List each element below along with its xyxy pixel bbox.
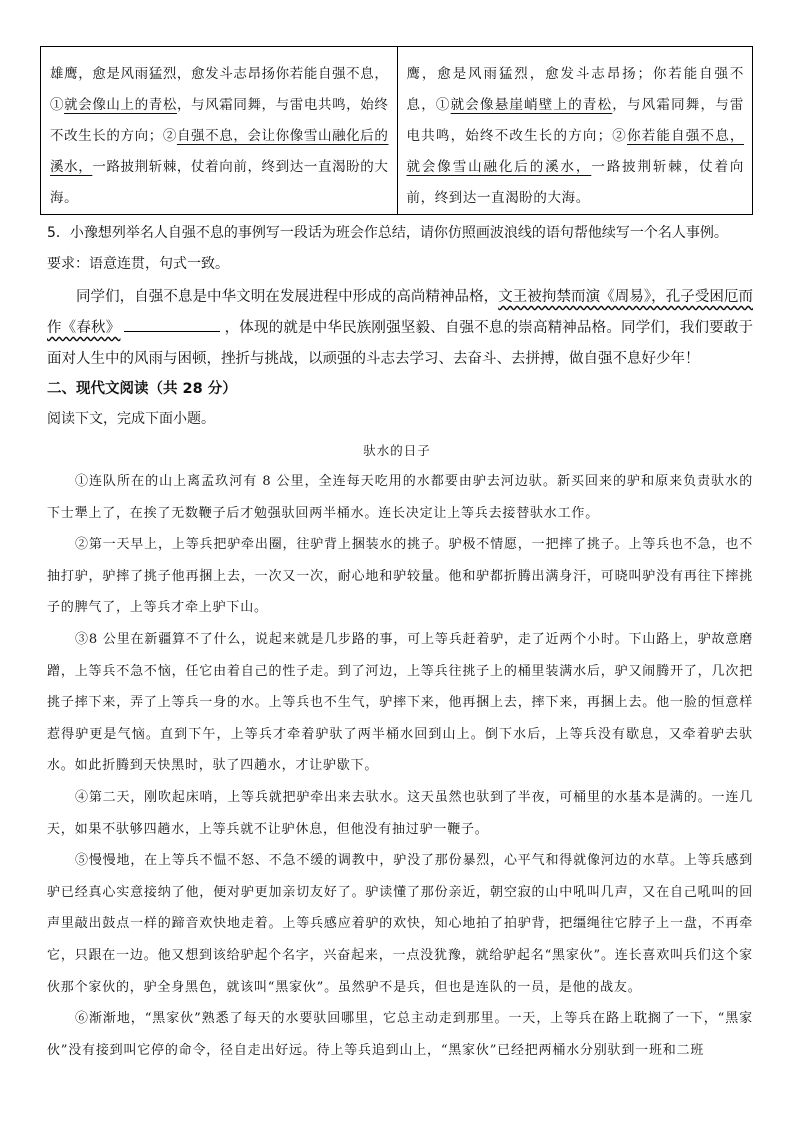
article-title: 驮水的日子 [363, 443, 431, 458]
answer-blank[interactable] [124, 317, 220, 332]
table-cell-right [397, 47, 753, 214]
cell-text: ，与风霜同舞，与雷电共鸣，始终不改生长的方向；② [406, 97, 744, 144]
cell-text: 一路披荆斩棘，仗着向前，终到达一直渴盼的大海。 [50, 159, 389, 206]
article-paragraph: ①连队所在的山上离孟玖河有 8 公里，全连每天吃用的水都要由驴去河边驮。新买回来的驴和原来负责驮水的下士犟上了，在挨了无数鞭子后才勉强驮回两半桶水。连长决定让上等兵去接替驮水工作。 [47, 474, 753, 521]
article-paragraph: ⑤慢慢地，在上等兵不愠不怒、不急不缓的调教中，驴没了那份暴烈，心平气和得就像河边的水草。上等兵感到驴已经真心实意接纳了他，便对驴更加亲切友好了。驴读懂了那份亲近，朝空寂的山中吼叫几声，又在自己吼叫的回声里敲出鼓点一样的蹄音欢快地走着。上等兵感应着驴的欢快，知心地拍了拍驴背，把缰绳往它脖子上一盘，不再牵它，只跟在一边。他又想到该给驴起个名字，兴奋起来，一点没犹豫，就给驴起名“黑家伙”。连长喜欢叫兵们这个家伙那个家伙的，驴全身黑色，就该叫“黑家伙”。虽然驴不是兵，但也是连队的一员，是他的战友。 [47, 853, 753, 995]
cell-text: ，与风霜同舞，与雷电共鸣，始终不改生长的方向；② [50, 97, 389, 144]
paragraph-text: ，体现的就是中华民族刚强坚毅、自强不息的崇高精神品格。同学们，我们要敢于面对人生中的风雨与困顿，挫折与挑战，以顽强的斗志去学习、去奋斗、去拼搏，做自强不息好少年！ [47, 320, 754, 367]
paragraph-text: 同学们，自强不息是中华文明在发展进程中形成的高尚精神品格， [76, 289, 499, 305]
section-title: 二、现代文阅读（共 28 分） [47, 381, 237, 397]
comparison-table [40, 46, 753, 215]
underlined-text: 就会像山上的青松 [64, 97, 177, 113]
article-paragraph: ⑥渐渐地，“黑家伙”熟悉了每天的水要驮回哪里，它总主动走到那里。一天，上等兵在路上耽搁了一下，“黑家伙”没有接到叫它停的命令，径自走出好远。待上等兵追到山上，“黑家伙”已经把两桶水分别驮到一班和二班 [47, 1011, 753, 1058]
cell-text: 一路披荆斩棘，仗着向前，终到达一直渴盼的大海。 [406, 159, 745, 206]
underlined-text: 你若能自强不息，就会像雪山融化后的溪水， [406, 128, 744, 175]
underlined-text: 就会像悬崖峭壁上的青松 [450, 97, 613, 113]
wavy-underlined-text: 文王被拘禁而演《周易》，孔子受困厄而作《春秋》 [47, 289, 753, 336]
cell-text: 雄鹰，愈是风雨猛烈，愈发斗志昂扬你若能自强不息，① [50, 66, 389, 113]
question-5: 5．小豫想列举名人自强不息的事例写一段话为班会作总结，请你仿照画波浪线的语句帮他续写一个名人事例。 [47, 225, 728, 241]
article-paragraph: ②第一天早上，上等兵把驴牵出圈，往驴背上捆装水的挑子。驴极不情愿，一把摔了挑子。上等兵也不急，也不抽打驴，驴摔了挑子他再捆上去，一次又一次，耐心地和驴较量。他和驴都折腾出满身汗，可晓叫驴没有再往下摔挑子的脾气了，上等兵才牵上驴下山。 [47, 537, 753, 616]
article-body [47, 466, 753, 1066]
article-paragraph: ④第二天，刚吹起床哨，上等兵就把驴牵出来去驮水。这天虽然也驮到了半夜，可桶里的水基本是满的。一连几天，如果不驮够四趟水，上等兵就不让驴休息，但他没有抽过驴一鞭子。 [47, 789, 753, 837]
requirement-text: 要求：语意连贯，句式一致。 [47, 256, 229, 272]
cell-text: 鹰，愈是风雨猛烈，愈发斗志昂扬；你若能自强不息，① [406, 66, 744, 113]
underlined-text: 自强不息，会让你像雪山融化后的溪水， [50, 128, 389, 175]
article-paragraph: ③8 公里在新疆算不了什么，说起来就是几步路的事，可上等兵赶着驴，走了近两个小时。下山路上，驴故意磨蹭，上等兵不急不恼，任它由着自己的性子走。到了河边，上等兵往挑子上的桶里装满水后，驴又闹腾开了，几次把挑子摔下来，弄了上等兵一身的水。上等兵也不生气，驴摔下来，他再捆上去，摔下来，再捆上去。他一脸的恒意样惹得驴更是气恼。直到下午，上等兵才牵着驴驮了两半桶水回到山上。倒下水后，上等兵没有歇息，又牵着驴去驮水。如此折腾到天快黑时，驮了四趟水，才让驴歇下。 [47, 631, 753, 774]
reading-instruction: 阅读下文，完成下面小题。 [47, 411, 215, 427]
table-cell-left [41, 47, 397, 214]
answer-paragraph [47, 282, 753, 375]
